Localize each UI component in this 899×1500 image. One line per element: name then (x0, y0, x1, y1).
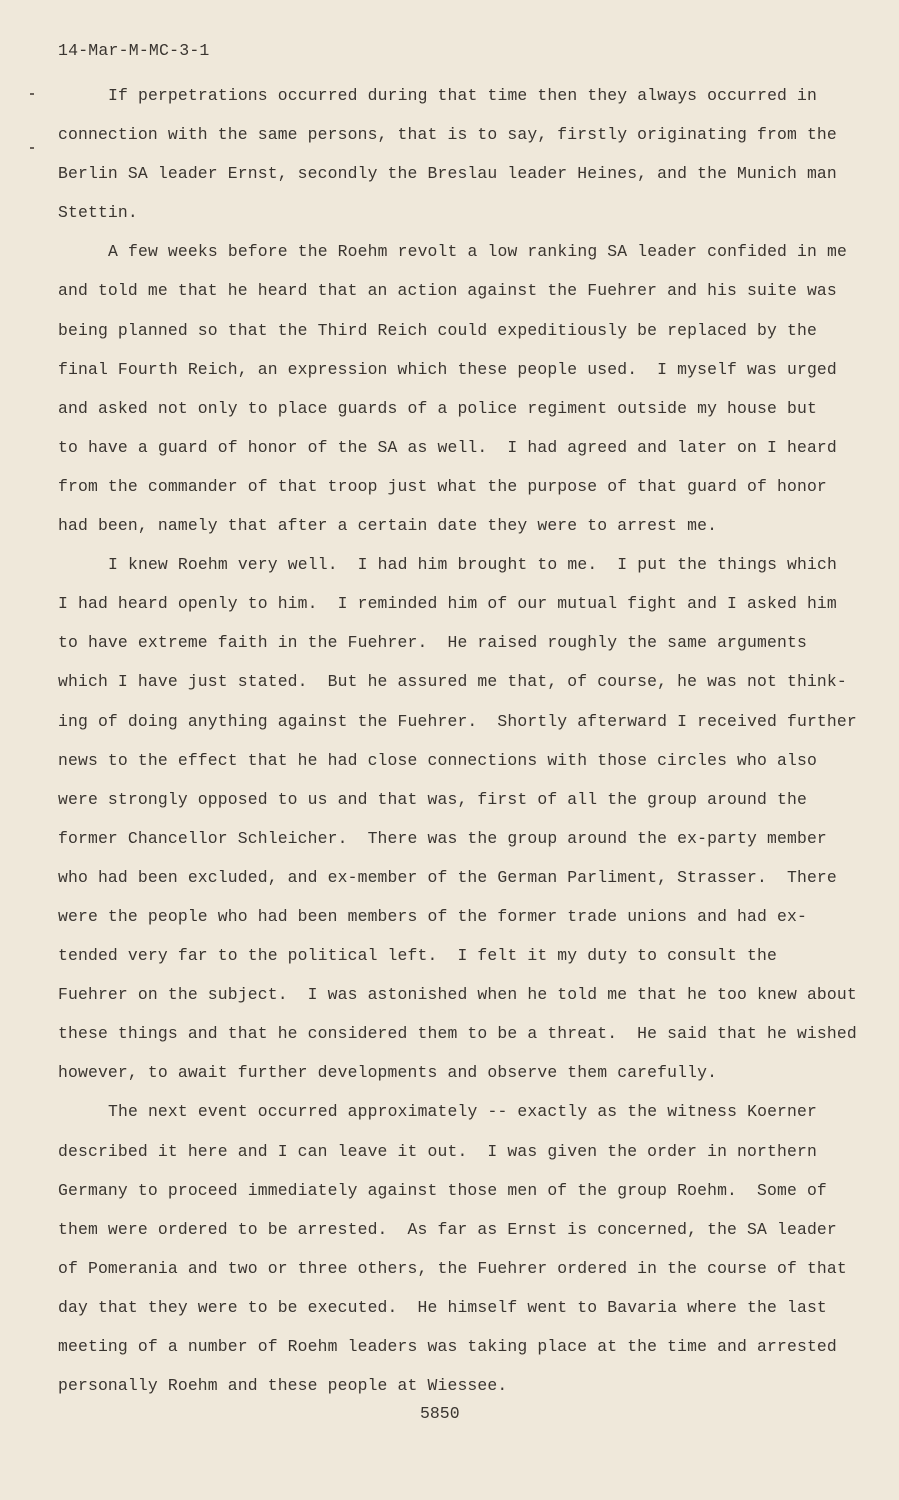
text-line: news to the effect that he had close connections with those circles who also (58, 750, 817, 770)
text-line: Fuehrer on the subject. I was astonished when he told me that he too knew about (58, 985, 857, 1005)
text-line: day that they were to be executed. He himself went to Bavaria where the last (58, 1297, 827, 1317)
text-line: Germany to proceed immediately against those men of the group Roehm. Some of (58, 1180, 827, 1200)
text-line: ing of doing anything against the Fuehrer. Shortly afterward I received further (58, 711, 857, 731)
margin-mark (30, 147, 34, 149)
text-line: I knew Roehm very well. I had him brought to me. I put the things which (108, 555, 837, 575)
margin-mark (30, 93, 34, 95)
text-line: personally Roehm and these people at Wiessee. (58, 1376, 508, 1396)
text-line: The next event occurred approximately -- exactly as the witness Koerner (108, 1102, 818, 1122)
text-line: meeting of a number of Roehm leaders was taking place at the time and arrested (58, 1337, 837, 1356)
text-line: were the people who had been members of the former trade unions and had ex- (58, 906, 807, 926)
text-line: If perpetrations occurred during that time then they always occurred in (108, 86, 818, 105)
text-line: were strongly opposed to us and that was, first of all the group around the (58, 789, 807, 809)
text-line: final Fourth Reich, an expression which these people used. I myself was urged (58, 359, 837, 379)
text-line: however, to await further developments and observe them carefully. (58, 1063, 718, 1083)
text-line: these things and that he considered them to be a threat. He said that he wished (58, 1024, 857, 1044)
text-line: who had been excluded, and ex-member of the German Parliment, Strasser. There (58, 867, 837, 887)
page-number: 5850 (420, 1404, 460, 1423)
text-line: of Pomerania and two or three others, the Fuehrer ordered in the course of that (58, 1258, 847, 1278)
text-line: former Chancellor Schleicher. There was the group around the ex-party member (58, 828, 827, 848)
text-line: had been, namely that after a certain date they were to arrest me. (58, 516, 718, 536)
text-line: A few weeks before the Roehm revolt a low ranking SA leader confided in me (108, 242, 847, 262)
text-line: described it here and I can leave it out. I was given the order in northern (58, 1141, 817, 1161)
text-line: which I have just stated. But he assured me that, of course, he was not think- (58, 672, 847, 692)
text-line: to have a guard of honor of the SA as well. I had agreed and later on I heard (58, 437, 837, 457)
text-line: tended very far to the political left. I felt it my duty to consult the (58, 946, 777, 966)
text-line: them were ordered to be arrested. As far as Ernst is concerned, the SA leader (58, 1219, 837, 1239)
text-line: I had heard openly to him. I reminded him of our mutual fight and I asked him (58, 594, 837, 614)
text-line: to have extreme faith in the Fuehrer. He raised roughly the same arguments (58, 633, 807, 653)
text-line: Stettin. (58, 203, 138, 223)
text-line: connection with the same persons, that is to say, firstly originating from the (58, 125, 837, 145)
body-text (58, 76, 857, 1405)
document-id: 14-Mar-M-MC-3-1 (58, 41, 210, 60)
text-line: from the commander of that troop just what the purpose of that guard of honor (58, 476, 827, 496)
text-line: being planned so that the Third Reich could expeditiously be replaced by the (58, 320, 817, 340)
text-line: and told me that he heard that an action against the Fuehrer and his suite was (58, 281, 837, 301)
text-line: Berlin SA leader Ernst, secondly the Breslau leader Heines, and the Munich man (58, 164, 837, 184)
text-line: and asked not only to place guards of a police regiment outside my house but (58, 398, 817, 418)
